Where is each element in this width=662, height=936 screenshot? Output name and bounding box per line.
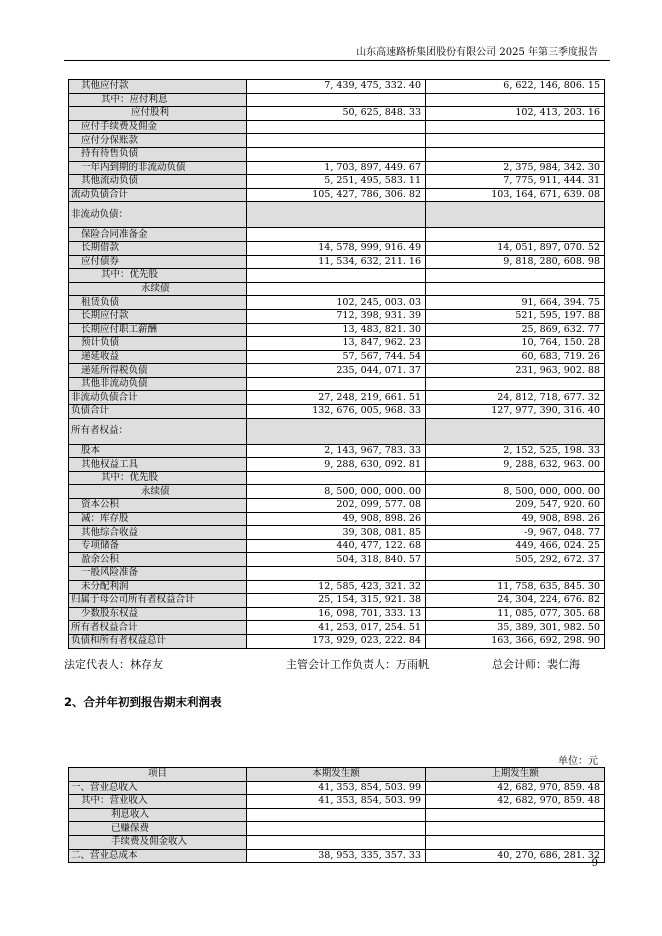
current-value bbox=[247, 567, 426, 581]
prior-value: 163, 366, 692, 298. 90 bbox=[426, 634, 605, 648]
current-value bbox=[247, 269, 426, 283]
current-value bbox=[247, 808, 426, 822]
header-item: 项目 bbox=[69, 768, 247, 782]
current-value: 41, 253, 017, 254. 51 bbox=[247, 621, 426, 635]
current-value: 13, 847, 962. 23 bbox=[247, 337, 426, 351]
table-row bbox=[69, 795, 605, 809]
prior-value: 49, 908, 898. 26 bbox=[426, 512, 605, 526]
table-row bbox=[69, 175, 605, 189]
current-value: 7, 439, 475, 332. 40 bbox=[247, 80, 426, 94]
balance-sheet-table bbox=[68, 79, 605, 649]
prior-value bbox=[426, 147, 605, 161]
prior-value: 9, 818, 280, 608. 98 bbox=[426, 255, 605, 269]
prior-value: 35, 389, 301, 982. 50 bbox=[426, 621, 605, 635]
current-value bbox=[247, 120, 426, 134]
row-label: 减：库存股 bbox=[69, 512, 247, 526]
prior-value bbox=[426, 134, 605, 148]
current-value: 13, 483, 821. 30 bbox=[247, 323, 426, 337]
prior-value: 60, 683, 719. 26 bbox=[426, 350, 605, 364]
current-value bbox=[247, 228, 426, 242]
row-label: 递延收益 bbox=[69, 350, 247, 364]
current-value bbox=[247, 93, 426, 107]
current-value bbox=[247, 134, 426, 148]
row-label: 预计负债 bbox=[69, 337, 247, 351]
table-row bbox=[69, 512, 605, 526]
prior-value bbox=[426, 120, 605, 134]
prior-value: 449, 466, 024. 25 bbox=[426, 539, 605, 553]
current-value: 14, 578, 999, 916. 49 bbox=[247, 241, 426, 255]
current-value: 173, 929, 023, 222. 84 bbox=[247, 634, 426, 648]
header-prior: 上期发生额 bbox=[426, 768, 605, 782]
current-value: 105, 427, 786, 306. 82 bbox=[247, 188, 426, 202]
prior-value: 11, 758, 635, 845. 30 bbox=[426, 580, 605, 594]
table-row bbox=[69, 107, 605, 121]
table-row bbox=[69, 634, 605, 648]
table-row bbox=[69, 120, 605, 134]
current-value: 712, 398, 931. 39 bbox=[247, 309, 426, 323]
current-value bbox=[247, 147, 426, 161]
report-header: 山东高速路桥集团股份有限公司 2025 年第三季度报告 bbox=[356, 47, 598, 58]
row-label: 长期借款 bbox=[69, 241, 247, 255]
prior-value bbox=[426, 93, 605, 107]
table-row bbox=[69, 269, 605, 283]
income-statement-title: 2、合并年初到报告期末利润表 bbox=[64, 695, 222, 709]
prior-value: 25, 869, 632. 77 bbox=[426, 323, 605, 337]
prior-value: 10, 764, 150. 28 bbox=[426, 337, 605, 351]
row-label: 专项储备 bbox=[69, 539, 247, 553]
current-value bbox=[247, 471, 426, 485]
prior-value: 24, 812, 718, 677. 32 bbox=[426, 391, 605, 405]
row-label: 手续费及佣金收入 bbox=[69, 835, 247, 849]
current-value: 39, 308, 081. 85 bbox=[247, 526, 426, 540]
current-value: 49, 908, 898. 26 bbox=[247, 512, 426, 526]
table-row bbox=[69, 161, 605, 175]
table-row bbox=[69, 539, 605, 553]
prior-value: 14, 051, 897, 070. 52 bbox=[426, 241, 605, 255]
prior-value bbox=[426, 567, 605, 581]
table-header-row bbox=[69, 768, 605, 782]
row-label: 盈余公积 bbox=[69, 553, 247, 567]
prior-value: 505, 292, 672. 37 bbox=[426, 553, 605, 567]
row-label: 永续债 bbox=[69, 485, 247, 499]
current-value: 12, 585, 423, 321. 32 bbox=[247, 580, 426, 594]
prior-value: 2, 152, 525, 198. 33 bbox=[426, 444, 605, 458]
prior-value: 102, 413, 203. 16 bbox=[426, 107, 605, 121]
table-row bbox=[69, 485, 605, 499]
table-row bbox=[69, 337, 605, 351]
prior-value: 42, 682, 970, 859. 48 bbox=[426, 781, 605, 795]
prior-value: 40, 270, 686, 281. 32 bbox=[426, 849, 605, 863]
page-number: 9 bbox=[591, 858, 598, 869]
row-label: 少数股东权益 bbox=[69, 607, 247, 621]
row-label: 一、营业总收入 bbox=[69, 781, 247, 795]
table-row bbox=[69, 228, 605, 242]
row-label: 其中：应付利息 bbox=[69, 93, 247, 107]
table-row bbox=[69, 309, 605, 323]
prior-value bbox=[426, 835, 605, 849]
table-row bbox=[69, 296, 605, 310]
current-value: 202, 099, 577. 08 bbox=[247, 499, 426, 513]
accounting-head: 主管会计工作负责人：万雨帆 bbox=[286, 658, 429, 671]
prior-value bbox=[426, 822, 605, 836]
prior-value bbox=[426, 282, 605, 296]
prior-value: 42, 682, 970, 859. 48 bbox=[426, 795, 605, 809]
row-label: 所有者权益： bbox=[69, 418, 247, 444]
table-row bbox=[69, 255, 605, 269]
prior-value bbox=[426, 377, 605, 391]
current-value: 2, 143, 967, 783. 33 bbox=[247, 444, 426, 458]
current-value: 132, 676, 005, 968. 33 bbox=[247, 405, 426, 419]
chief-accountant: 总会计师：裴仁海 bbox=[492, 658, 580, 671]
current-value bbox=[247, 282, 426, 296]
table-row bbox=[69, 147, 605, 161]
table-row bbox=[69, 621, 605, 635]
table-row bbox=[69, 377, 605, 391]
row-label: 已赚保费 bbox=[69, 822, 247, 836]
current-value: 57, 567, 744. 54 bbox=[247, 350, 426, 364]
table-row bbox=[69, 391, 605, 405]
table-row bbox=[69, 134, 605, 148]
table-row bbox=[69, 594, 605, 608]
current-value: 8, 500, 000, 000. 00 bbox=[247, 485, 426, 499]
row-label: 其中：优先股 bbox=[69, 269, 247, 283]
row-label: 应付分保账款 bbox=[69, 134, 247, 148]
prior-value bbox=[426, 808, 605, 822]
prior-value: 24, 304, 224, 676. 82 bbox=[426, 594, 605, 608]
current-value bbox=[247, 202, 426, 228]
row-label: 其他综合收益 bbox=[69, 526, 247, 540]
current-value: 102, 245, 003. 03 bbox=[247, 296, 426, 310]
prior-value: 7, 775, 911, 444. 31 bbox=[426, 175, 605, 189]
table-row bbox=[69, 405, 605, 419]
unit-label: 单位：元 bbox=[558, 756, 598, 767]
row-label: 负债合计 bbox=[69, 405, 247, 419]
row-label: 递延所得税负债 bbox=[69, 364, 247, 378]
row-label: 其他非流动负债 bbox=[69, 377, 247, 391]
table-row bbox=[69, 580, 605, 594]
current-value: 5, 251, 495, 583. 11 bbox=[247, 175, 426, 189]
prior-value bbox=[426, 269, 605, 283]
current-value bbox=[247, 835, 426, 849]
prior-value: 209, 547, 920. 60 bbox=[426, 499, 605, 513]
prior-value: 6, 622, 146, 806. 15 bbox=[426, 80, 605, 94]
table-row bbox=[69, 418, 605, 444]
prior-value: 8, 500, 000, 000. 00 bbox=[426, 485, 605, 499]
row-label: 所有者权益合计 bbox=[69, 621, 247, 635]
current-value bbox=[247, 377, 426, 391]
current-value bbox=[247, 822, 426, 836]
prior-value bbox=[426, 471, 605, 485]
prior-value: 11, 085, 077, 305. 68 bbox=[426, 607, 605, 621]
prior-value: 9, 288, 632, 963. 00 bbox=[426, 458, 605, 472]
current-value: 41, 353, 854, 503. 99 bbox=[247, 781, 426, 795]
income-statement-table bbox=[68, 767, 605, 863]
row-label: 一般风险准备 bbox=[69, 567, 247, 581]
row-label: 应付债券 bbox=[69, 255, 247, 269]
table-row bbox=[69, 444, 605, 458]
row-label: 二、营业总成本 bbox=[69, 849, 247, 863]
row-label: 长期应付款 bbox=[69, 309, 247, 323]
row-label: 永续债 bbox=[69, 282, 247, 296]
current-value: 41, 353, 854, 503. 99 bbox=[247, 795, 426, 809]
table-row bbox=[69, 350, 605, 364]
prior-value: 127, 977, 390, 316. 40 bbox=[426, 405, 605, 419]
row-label: 其他流动负债 bbox=[69, 175, 247, 189]
prior-value bbox=[426, 202, 605, 228]
current-value: 50, 625, 848. 33 bbox=[247, 107, 426, 121]
prior-value bbox=[426, 228, 605, 242]
table-row bbox=[69, 526, 605, 540]
row-label: 一年内到期的非流动负债 bbox=[69, 161, 247, 175]
current-value: 440, 477, 122. 68 bbox=[247, 539, 426, 553]
row-label: 其中：优先股 bbox=[69, 471, 247, 485]
legal-representative: 法定代表人：林存友 bbox=[64, 658, 163, 671]
row-label: 其他应付款 bbox=[69, 80, 247, 94]
row-label: 资本公积 bbox=[69, 499, 247, 513]
row-label: 利息收入 bbox=[69, 808, 247, 822]
row-label: 应付手续费及佣金 bbox=[69, 120, 247, 134]
row-label: 其他权益工具 bbox=[69, 458, 247, 472]
row-label: 长期应付职工薪酬 bbox=[69, 323, 247, 337]
table-row bbox=[69, 364, 605, 378]
prior-value: 91, 664, 394. 75 bbox=[426, 296, 605, 310]
current-value: 9, 288, 630, 092. 81 bbox=[247, 458, 426, 472]
header-current: 本期发生额 bbox=[247, 768, 426, 782]
row-label: 其中：营业收入 bbox=[69, 795, 247, 809]
table-row bbox=[69, 808, 605, 822]
table-row bbox=[69, 499, 605, 513]
row-label: 非流动负债合计 bbox=[69, 391, 247, 405]
current-value: 1, 703, 897, 449. 67 bbox=[247, 161, 426, 175]
table-row bbox=[69, 822, 605, 836]
prior-value: -9, 967, 048. 77 bbox=[426, 526, 605, 540]
current-value: 16, 098, 701, 333. 13 bbox=[247, 607, 426, 621]
prior-value: 521, 595, 197. 88 bbox=[426, 309, 605, 323]
prior-value bbox=[426, 418, 605, 444]
prior-value: 103, 164, 671, 639. 08 bbox=[426, 188, 605, 202]
current-value bbox=[247, 418, 426, 444]
row-label: 租赁负债 bbox=[69, 296, 247, 310]
table-row bbox=[69, 835, 605, 849]
row-label: 保险合同准备金 bbox=[69, 228, 247, 242]
row-label: 股本 bbox=[69, 444, 247, 458]
current-value: 38, 953, 335, 357. 33 bbox=[247, 849, 426, 863]
table-row bbox=[69, 781, 605, 795]
table-row bbox=[69, 553, 605, 567]
row-label: 应付股利 bbox=[69, 107, 247, 121]
row-label: 流动负债合计 bbox=[69, 188, 247, 202]
table-row bbox=[69, 80, 605, 94]
current-value: 235, 044, 071. 37 bbox=[247, 364, 426, 378]
table-row bbox=[69, 188, 605, 202]
prior-value: 2, 375, 984, 342. 30 bbox=[426, 161, 605, 175]
current-value: 11, 534, 632, 211. 16 bbox=[247, 255, 426, 269]
row-label: 持有待售负债 bbox=[69, 147, 247, 161]
table-row bbox=[69, 849, 605, 863]
row-label: 归属于母公司所有者权益合计 bbox=[69, 594, 247, 608]
current-value: 25, 154, 315, 921. 38 bbox=[247, 594, 426, 608]
current-value: 504, 318, 840. 57 bbox=[247, 553, 426, 567]
table-row bbox=[69, 567, 605, 581]
table-row bbox=[69, 607, 605, 621]
table-row bbox=[69, 202, 605, 228]
row-label: 未分配利润 bbox=[69, 580, 247, 594]
table-row bbox=[69, 241, 605, 255]
current-value: 27, 248, 219, 661. 51 bbox=[247, 391, 426, 405]
table-row bbox=[69, 282, 605, 296]
prior-value: 231, 963, 902. 88 bbox=[426, 364, 605, 378]
table-row bbox=[69, 458, 605, 472]
row-label: 负债和所有者权益总计 bbox=[69, 634, 247, 648]
table-row bbox=[69, 471, 605, 485]
table-row bbox=[69, 93, 605, 107]
table-row bbox=[69, 323, 605, 337]
row-label: 非流动负债： bbox=[69, 202, 247, 228]
header-rule bbox=[64, 60, 610, 61]
